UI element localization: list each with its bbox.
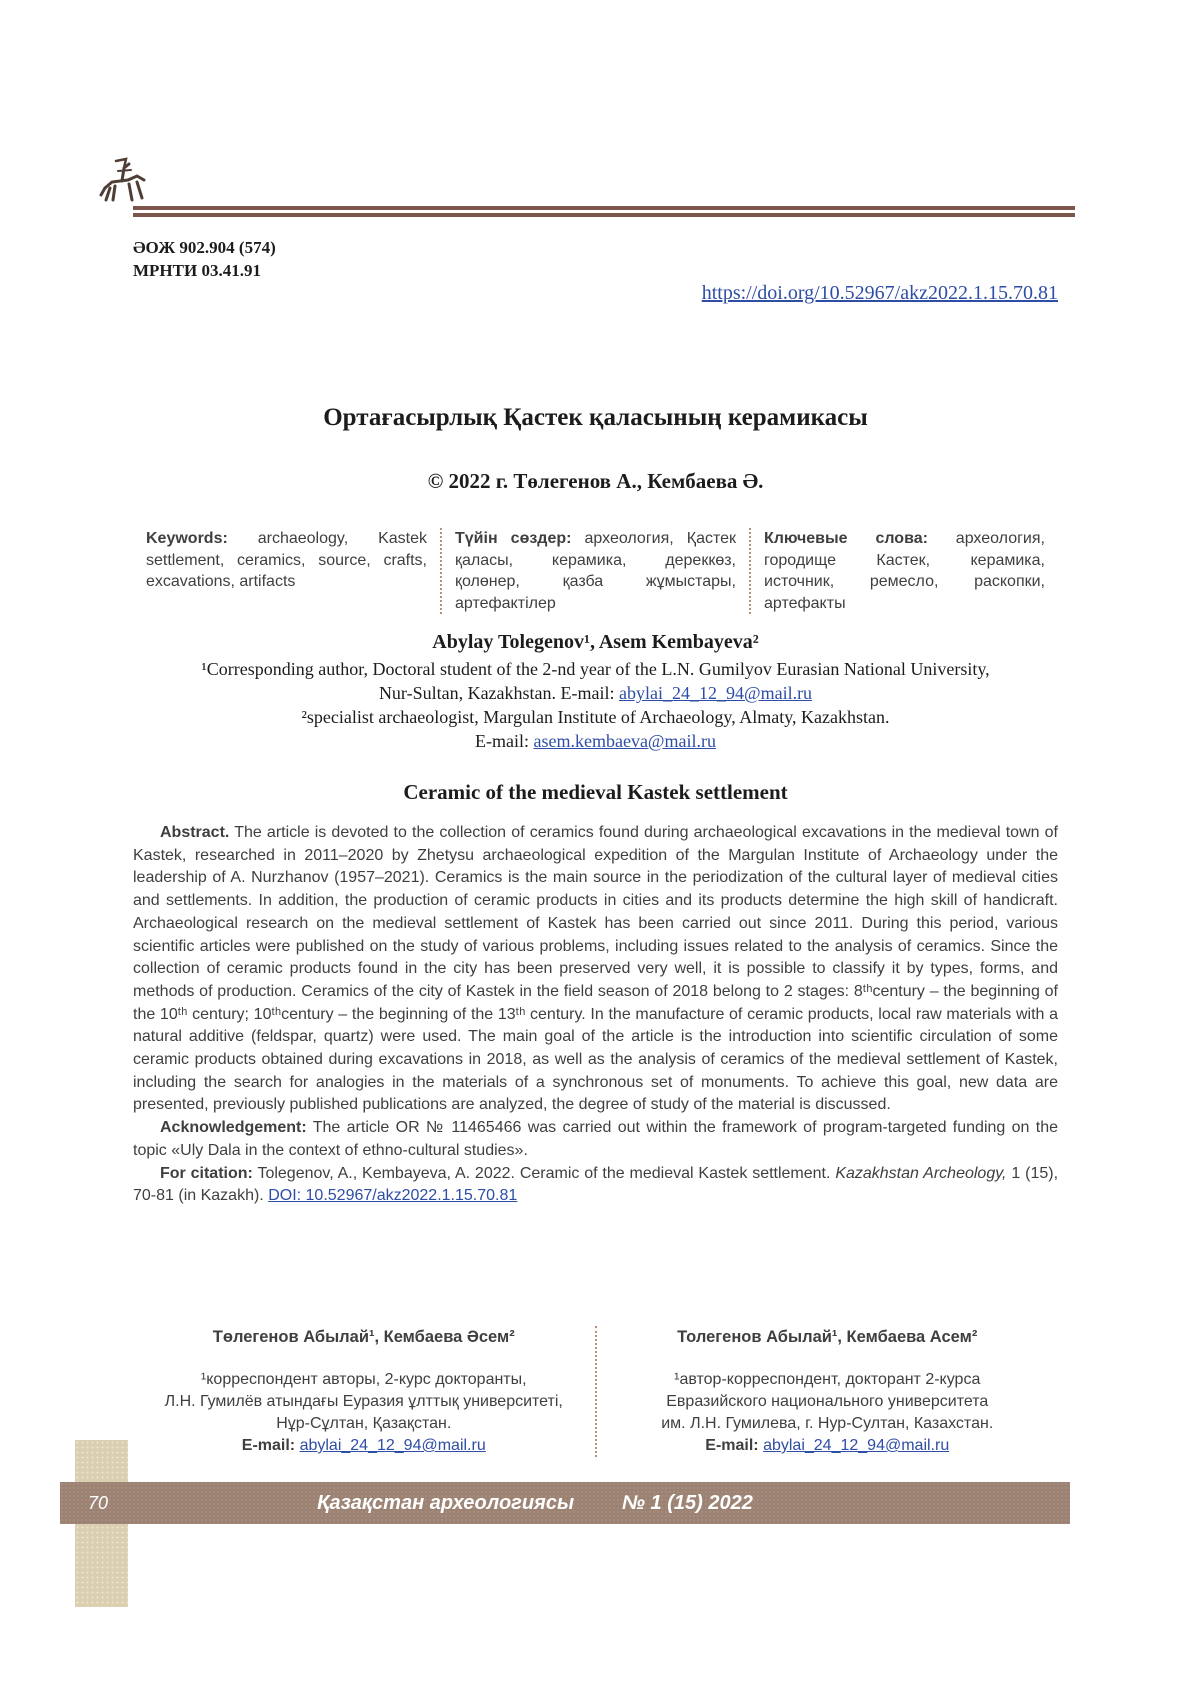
citation-text-1: Tolegenov, A., Kembayeva, A. 2022. Ceramic of the medieval Kastek settlement. — [257, 1164, 831, 1182]
keywords-label-kk: Түйін сөздер: — [455, 530, 572, 547]
article-title-kazakh: Ортағасырлық Қастек қаласының керамикасы — [323, 404, 868, 431]
horseman-petroglyph-logo — [98, 155, 150, 205]
author-names-kazakh: Төлегенов Абылай¹, Кембаева Әсем² — [212, 1328, 515, 1346]
affiliation-1-location: Nur-Sultan, Kazakhstan. E-mail: — [378, 683, 615, 703]
affiliation-2-line-1: ²specialist archaeologist, Margulan Institute of Archaeology, Almaty, Kazakhstan. — [301, 707, 890, 727]
kk-affiliation-line-3: Нұр-Сұлтан, Қазақстан. — [276, 1415, 452, 1432]
citation-doi-link[interactable]: DOI: 10.52967/akz2022.1.15.70.81 — [268, 1187, 518, 1205]
kk-affiliation-line-2: Л.Н. Гумилёв атындағы Еуразия ұлттық университеті, — [164, 1393, 563, 1410]
udc-line: ӘОЖ 902.904 (574) — [133, 238, 276, 257]
keywords-russian — [749, 528, 1058, 614]
affiliation-1-line-2 — [0, 681, 1191, 705]
ru-affiliation-line-3: им. Л.Н. Гумилева, г. Нур-Султан, Казахстан. — [661, 1415, 994, 1432]
keywords-kazakh — [440, 528, 749, 614]
author-names-russian: Толегенов Абылай¹, Кембаева Асем² — [677, 1328, 978, 1346]
keywords-block — [133, 528, 1058, 614]
acknowledgement-paragraph — [133, 1117, 1058, 1162]
kk-email-prefix: E-mail: — [241, 1437, 296, 1454]
keywords-english — [133, 528, 440, 614]
article-title-english: Ceramic of the medieval Kastek settlement — [403, 780, 788, 804]
ru-affiliation-line-2: Евразийского национального университета — [666, 1393, 989, 1410]
ru-email-line — [625, 1435, 1031, 1457]
acknowledgement-label: Acknowledgement: — [160, 1119, 307, 1137]
citation-journal-italic: Kazakhstan Archeology, — [835, 1164, 1007, 1182]
udc-codes — [133, 236, 276, 282]
affiliation-2-line-2 — [0, 729, 1191, 753]
keywords-label-ru: Ключевые слова: — [764, 530, 928, 547]
affiliation-2-email-prefix: E-mail: — [475, 731, 529, 751]
keywords-text-ru: археология, городище Кастек, керамика, источник, ремесло, раскопки, артефакты — [764, 530, 1045, 612]
keywords-text-en: archaeology, Kastek settlement, ceramics, source, crafts, excavations, artifacts — [146, 530, 427, 590]
abstract-label: Abstract. — [160, 824, 230, 841]
affiliation-1-line-1: ¹Corresponding author, Doctoral student of the 2-nd year of the L.N. Gumilyov Eurasian National University, — [201, 659, 990, 679]
authors-block-english — [0, 630, 1191, 753]
ru-affiliation-line-1: ¹автор-корреспондент, докторант 2-курса — [674, 1371, 981, 1388]
ru-email-prefix: E-mail: — [705, 1437, 759, 1454]
abstract-text: The article is devoted to the collection of ceramics found during archaeological excavations in the medieval town of Kastek, researched in 2011–2020 by Zhetysu archaeological expedition of the Margulan Institute of Archaeology under the leadership of A. Nurzhanov (1957–2021). Ceramics is the main source in the periodization of the cultural layer of medieval cities and settlements. In addition, the production of ceramic products in cities and its products determine the high skill of handicraft. Archaeological research on the medieval settlement of Kastek has been carried out since 2011. During this period, various scientific articles were published on the study of various problems, including issues related to the analysis of ceramics. Since the collection of ceramic products found in the city has been preserved very well, it is possible to classify it by types, forms, and methods of production. Ceramics of the city of Kastek in the field season of 2018 belong to 2 stages: 8ᵗʰcentury – the beginning of the 10ᵗʰ century; 10ᵗʰcentury – the beginning of the 13ᵗʰ century. In the manufacture of ceramic products, local raw materials with a natural additive (feldspar, quartz) were used. The main goal of the article is the introduction into scientific circulation of some ceramic products obtained during excavations in 2018, as well as the analysis of ceramics of the medieval settlement of Kastek, including the search for analogies in the materials of a synchronous set of monuments. To achieve this goal, new data are presented, previously published publications are analyzed, the degree of study of the material is discussed. — [133, 824, 1059, 1114]
doi-link[interactable]: https://doi.org/10.52967/akz2022.1.15.70.81 — [701, 282, 1058, 304]
kk-email-link[interactable]: abylai_24_12_94@mail.ru — [299, 1437, 486, 1454]
abstract-paragraph — [133, 822, 1058, 1117]
mrnti-line: МРНТИ 03.41.91 — [133, 261, 261, 280]
ru-email-link[interactable]: abylai_24_12_94@mail.ru — [763, 1437, 950, 1454]
journal-title: Қазақстан археологиясы — [317, 1491, 575, 1514]
copyright-byline: © 2022 г. Төлегенов А., Кембаева Ә. — [427, 469, 764, 493]
journal-issue: № 1 (15) 2022 — [622, 1491, 753, 1514]
keywords-text-kk: археология, Қастек қаласы, керамика, дереккөз, қолөнер, қазба жұмыстары, артефактілер — [455, 530, 737, 612]
keywords-label-en: Keywords: — [146, 530, 228, 547]
footer-journal-info — [317, 1492, 813, 1515]
authors-block-kazakh — [133, 1326, 595, 1457]
page-number: 70 — [88, 1492, 109, 1513]
citation-text-2: 1 (15), 70-81 (in Kazakh). — [133, 1164, 1059, 1205]
authors-block-russian — [595, 1326, 1059, 1457]
acknowledgement-text: The article OR № 11465466 was carried out within the framework of program-targeted funding on the topic «Uly Dala in the context of ethno-cultural studies». — [133, 1119, 1058, 1159]
bottom-author-columns — [133, 1326, 1058, 1457]
footer-bar — [60, 1482, 1070, 1524]
kk-affiliation-line-1: ¹корреспондент авторы, 2-курс докторанты, — [200, 1371, 527, 1388]
kk-email-line — [161, 1435, 567, 1457]
author-names-english: Abylay Tolegenov¹, Asem Kembayeva² — [432, 631, 759, 653]
author-1-email-link[interactable]: abylai_24_12_94@mail.ru — [619, 683, 813, 703]
citation-label: For citation: — [160, 1164, 253, 1182]
citation-paragraph — [133, 1163, 1058, 1208]
header-double-rule — [133, 206, 1075, 217]
author-2-email-link[interactable]: asem.kembaeva@mail.ru — [533, 731, 716, 751]
abstract-section — [133, 822, 1058, 1208]
